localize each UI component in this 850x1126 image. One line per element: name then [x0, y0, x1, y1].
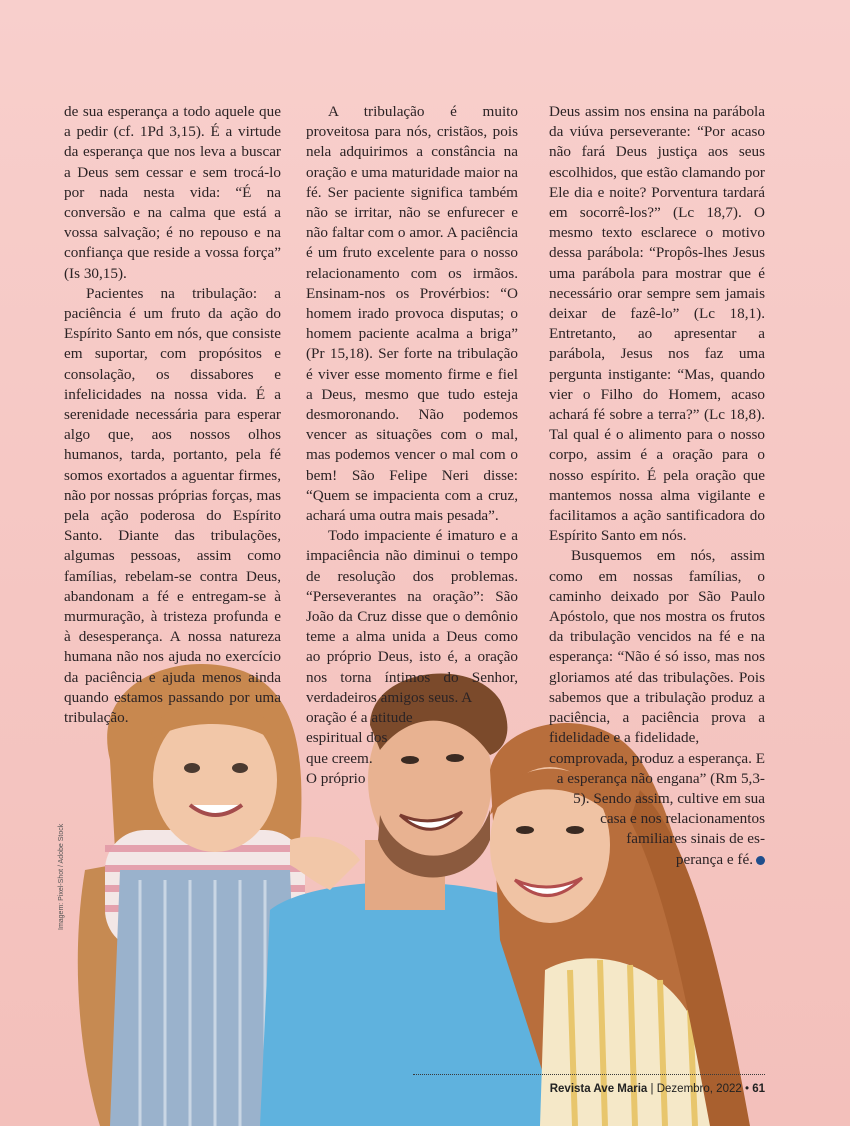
issue-date: Dezembro, 2022	[656, 1083, 742, 1095]
end-mark-icon	[756, 856, 765, 865]
footer-separator: |	[650, 1083, 654, 1095]
paragraph: Deus assim nos ensina na parábola da viúva perseverante: “Por acaso não fará Deus justiça aos seus escolhidos, que estão clamando por Ele dia e noite? Porventura tardará em socorrê-los?” (Lc 18,7). O mesmo texto esclarece o motivo dessa parábola: “Propôs-lhes Jesus uma parábola para mostrar que é necessário orar sempre sem jamais deixar de fazê-lo” (Lc 18,1). Entretanto, ao apresentar a parábola, Jesus nos faz uma pergunta instigante: “Mas, quando vier o Filho do Homem, acaso achará fé sobre a terra?” (Lc 18,8). Tal qual é o alimento para o nosso corpo, assim é a oração para o nosso espírito. É pela oração que mantemos nossa alma vigilante e facilitamos a ação santificadora do Espírito Santo em nós.	[549, 103, 765, 545]
text-line	[549, 850, 765, 870]
text-column-2	[306, 102, 518, 789]
paragraph: Pacientes na tribulação: a paciência é um fruto da ação do Espírito Santo em nós, que consiste em suportar, com propósitos e consolação, os dissabores e infelicidades na nossa vida. É a serenidade necessária para esperar algo que, aos nossos olhos humanos, tarda, portanto, pela fé somos exortados a aguentar firmes, não por nossas próprias forças, mas pela ação poderosa do Espírito Santo. Diante das tribulações, algumas pessoas, assim como famílias, rebelam-se contra Deus, abandonam a fé e entregam-se à murmuração, à tristeza profunda e à desesperança. A nossa natureza humana não nos ajuda no exercício da paciência e ajuda menos ainda quando estamos passando por uma tribulação.	[64, 284, 281, 727]
text-line: 5). Sendo assim, cultive em sua	[573, 789, 765, 807]
photo-credit: Imagem: Pixel-Shot / Adobe Stock	[58, 823, 65, 930]
text-line: casa e nos relacionamentos	[600, 810, 765, 828]
text-line: espiritual dos	[306, 729, 388, 747]
paragraph-tail	[306, 708, 518, 789]
paragraph: de sua esperança a todo aquele que a pedir (cf. 1Pd 3,15). É a virtude da esperança que nos leva a buscar a Deus sem cessar e sem trocá-lo por nada nesta vida: “É na conversão e na calma que está a vossa salvação; é no repouso e na confiança que reside a vossa força” (Is 30,15).	[64, 103, 281, 282]
text-column-1	[64, 102, 281, 728]
footer-divider	[413, 1074, 765, 1075]
text-column-3	[549, 102, 765, 870]
text-line: a esperança não engana” (Rm 5,3-	[556, 769, 765, 787]
text-line: oração é a atitude	[306, 709, 413, 727]
paragraph: Todo impaciente é imaturo e a impaciência não diminui o tempo de resolução dos problemas. “Perseverantes na oração”: São João da Cruz disse que o demônio teme a alma unida a Deus como ao próprio Deus, isto é, a oração nos torna íntimos do Senhor, verdadeiros amigos seus. A	[306, 527, 518, 706]
text-line: comprovada, produz a esperança. E	[549, 749, 765, 767]
text-line: que creem.	[306, 749, 373, 767]
page-number: 61	[752, 1083, 765, 1095]
text-line: O próprio	[306, 769, 366, 787]
text-line: familiares sinais de es-	[626, 830, 765, 848]
closing-text: perança e fé.	[675, 850, 753, 868]
paragraph-tail	[549, 749, 765, 870]
page-footer	[550, 1083, 765, 1095]
paragraph: A tribulação é muito proveitosa para nós, cristãos, pois nela adquirimos a constância na oração e uma maturidade maior na fé. Ser paciente significa também não se irritar, não se enfurecer e não faltar com o amor. A paciência é um fruto excelente para o nosso relacionamento com os irmãos. Ensinam-nos os Provérbios: “O homem irado provoca disputas; o homem paciente acalma a briga” (Pr 15,18). Ser forte na tribulação é viver esse momento firme e fiel a Deus, mesmo que tudo esteja desmoronando. Não podemos vencer as situações com o mal, mas podemos vencer o mal com o bem! São Felipe Neri disse: “Quem se impacienta com a cruz, achará uma outra mais pesada”.	[306, 103, 518, 525]
paragraph: Busquemos em nós, assim como em nossas famílias, o caminho deixado por São Paulo Apóstolo, que nos mostra os frutos da tribulação vencidos na fé e na esperança: “Não é só isso, mas nos gloriamos até das tribulações. Pois sabemos que a tribulação produz a paciência, a paciência prova a fidelidade e a fidelidade,	[549, 547, 765, 747]
footer-bullet: •	[744, 1083, 749, 1095]
magazine-name: Revista Ave Maria	[549, 1083, 648, 1095]
